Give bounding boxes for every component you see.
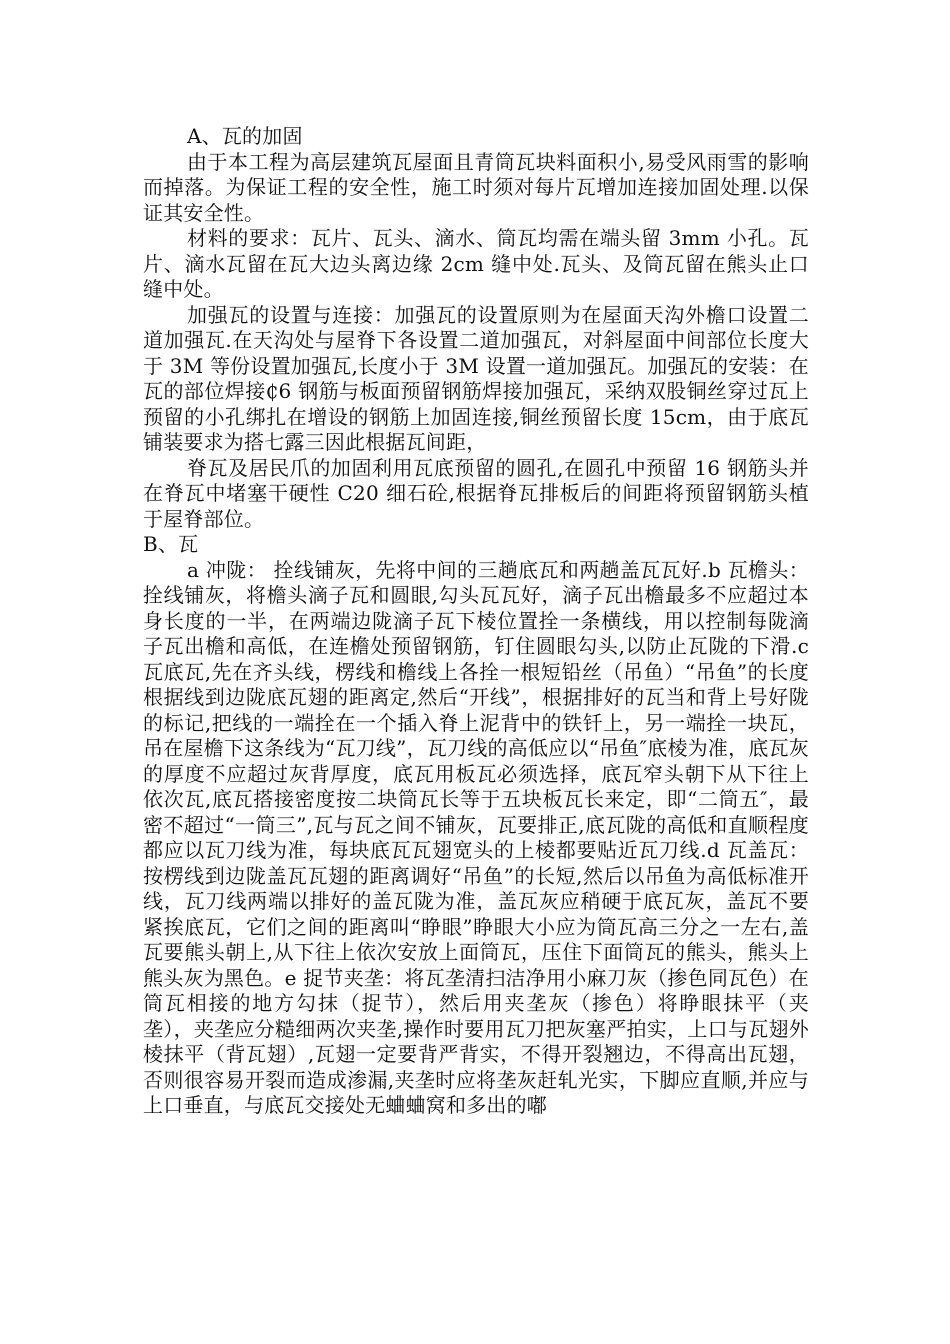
paragraph-material-requirements: 材料的要求：瓦片、瓦头、滴水、筒瓦均需在端头留 3mm 小孔。瓦片、滴水瓦留在瓦大边头离边缘 2cm 缝中处.瓦头、及筒瓦留在熊头止口缝中处。 bbox=[143, 226, 809, 301]
paragraph-tile-reinforcement-reason: 由于本工程为高层建筑瓦屋面且青筒瓦块料面积小,易受风雨雪的影响而掉落。为保证工程的安全性，施工时须对每片瓦增加连接加固处理.以保证其安全性。 bbox=[143, 149, 809, 225]
paragraph-reinforcing-tile-setup: 加强瓦的设置与连接：加强瓦的设置原则为在屋面天沟外檐口设置二道加强瓦.在天沟处与屋脊下各设置二道加强瓦，对斜屋面中间部位长度大于 3M 等份设置加强瓦,长度小于 3M 设置一道加强瓦。加强瓦的安装：在瓦的部位焊接₵6 钢筋与板面预留钢筋焊接加强瓦，采纳双股铜丝穿过瓦上预留的小孔绑扎在增设的钢筋上加固连接,铜丝预留长度 15cm，由于底瓦铺装要求为搭七露三因此根据瓦间距， bbox=[143, 302, 809, 454]
document-body bbox=[143, 124, 809, 1119]
section-b-heading: B、瓦 bbox=[143, 532, 199, 556]
paragraph-tiling-procedure: a 冲陇： 拴线铺灰，先将中间的三趟底瓦和两趟盖瓦瓦好.b 瓦檐头： 拴线铺灰，将檐头滴子瓦和圆眼,勾头瓦瓦好，滴子瓦出檐最多不应超过本身长度的一半，在两端边陇滴子瓦下棱位置拴一条横线，用以控制每陇滴子瓦出檐和高低，在连檐处预留钢筋，钉住圆眼勾头,以防止瓦陇的下滑.c 瓦底瓦,先在齐头线，楞线和檐线上各拴一根短铅丝（吊鱼）“吊鱼”的长度根据线到边陇底瓦翅的距离定,然后“开线”，根据排好的瓦当和背上号好陇的标记,把线的一端拴在一个插入脊上泥背中的铁钎上，另一端拴一块瓦，吊在屋檐下这条线为“瓦刀线”，瓦刀线的高低应以“吊鱼″底棱为准，底瓦灰的厚度不应超过灰背厚度，底瓦用板瓦必须选择，底瓦窄头朝下从下往上依次瓦,底瓦搭接密度按二块筒瓦长等于五块板瓦长来定，即“二筒五″，最密不超过“一筒三”,瓦与瓦之间不铺灰，瓦要排正,底瓦陇的高低和直顺程度都应以瓦刀线为准，每块底瓦瓦翅宽头的上棱都要贴近瓦刀线.d 瓦盖瓦： 按楞线到边陇盖瓦瓦翅的距离调好“吊鱼”的长短,然后以吊鱼为高低标准开线，瓦刀线两端以排好的盖瓦陇为准，盖瓦灰应稍硬于底瓦灰，盖瓦不要紧挨底瓦，它们之间的距离叫“睁眼”睁眼大小应为筒瓦高三分之一左右,盖瓦要熊头朝上,从下往上依次安放上面筒瓦，压住下面筒瓦的熊头，熊头上熊头灰为黑色。e 捉节夹垄：将瓦垄清扫洁净用小麻刀灰（掺色同瓦色）在筒瓦相接的地方勾抹（捉节），然后用夹垄灰（掺色）将睁眼抹平（夹垄），夹垄应分糙细两次夹垄,操作时要用瓦刀把灰塞严拍实，上口与瓦翅外棱抹平（背瓦翅）,瓦翅一定要背严背实，不得开裂翘边，不得高出瓦翅，否则很容易开裂而造成渗漏,夹垄时应将垄灰赶轧光实，下脚应直顺,并应与上口垂直，与底瓦交接处无蛐蛐窝和多出的嘟 bbox=[143, 557, 809, 1117]
paragraph-ridge-tile-reinforcement: 脊瓦及居民爪的加固利用瓦底预留的圆孔,在圆孔中预留 16 钢筋头并在脊瓦中堵塞干硬性 C20 细石砼,根据脊瓦排板后的间距将预留钢筋头植于屋脊部位。 bbox=[143, 455, 809, 531]
section-a-heading: A、瓦的加固 bbox=[187, 124, 303, 148]
